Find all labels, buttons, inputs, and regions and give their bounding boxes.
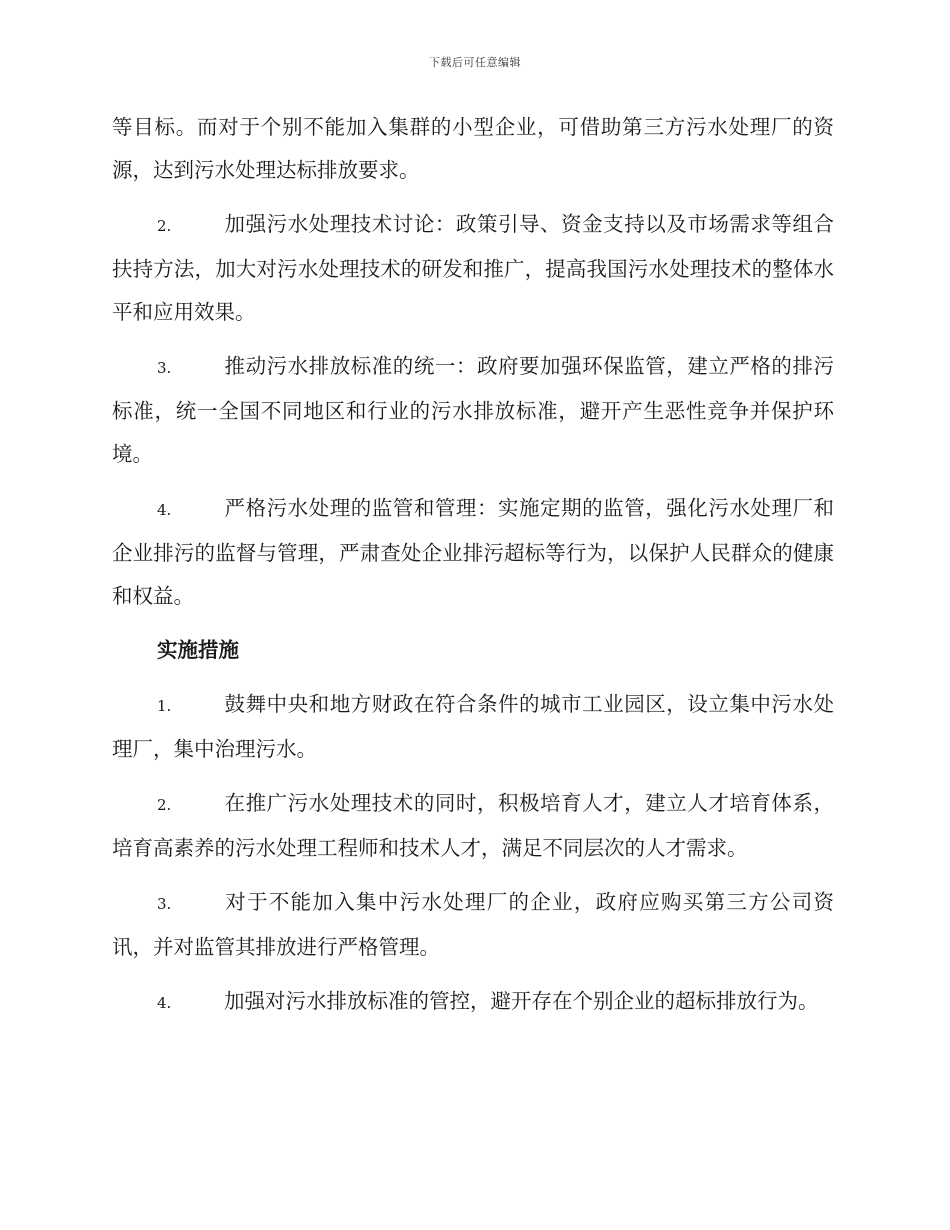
list-number: 1. bbox=[157, 697, 172, 715]
list-item bbox=[112, 881, 834, 969]
list-number: 3. bbox=[157, 895, 172, 913]
list-item-text: 加强污水处理技术讨论：政策引导、资金支持以及市场需求等组合扶持方法，加大对污水处理技术的研发和推广，提高我国污水处理技术的整体水平和应用效果。 bbox=[112, 212, 834, 324]
list-number: 2. bbox=[157, 217, 172, 235]
list-number: 4. bbox=[157, 501, 172, 519]
list-item-text: 在推广污水处理技术的同时，积极培育人才，建立人才培育体系，培育高素养的污水处理工程师和技术人才，满足不同层次的人才需求。 bbox=[112, 791, 834, 860]
list-item bbox=[112, 980, 834, 1025]
list-item bbox=[112, 345, 834, 476]
list-number: 3. bbox=[157, 359, 172, 377]
list-number: 2. bbox=[157, 796, 172, 814]
section-heading-text: 实施措施 bbox=[157, 638, 239, 662]
list-item-text: 对于不能加入集中污水处理厂的企业，政府应购买第三方公司资讯，并对监管其排放进行严格管理。 bbox=[112, 890, 834, 959]
list-item-text: 鼓舞中央和地方财政在符合条件的城市工业园区，设立集中污水处理厂，集中治理污水。 bbox=[112, 692, 834, 761]
list-item bbox=[112, 487, 834, 618]
list-item bbox=[112, 683, 834, 771]
list-item bbox=[112, 782, 834, 870]
list-item bbox=[112, 203, 834, 334]
list-number: 4. bbox=[157, 994, 172, 1012]
list-item-text: 严格污水处理的监管和管理：实施定期的监管，强化污水处理厂和企业排污的监督与管理，严肃查处企业排污超标等行为，以保护人民群众的健康和权益。 bbox=[112, 496, 834, 608]
list-item-text: 推动污水排放标准的统一：政府要加强环保监管，建立严格的排污标准，统一全国不同地区和行业的污水排放标准，避开产生恶性竞争并保护环境。 bbox=[112, 354, 834, 466]
section-heading bbox=[112, 629, 834, 672]
page-header: 下载后可任意编辑 bbox=[429, 56, 521, 69]
list-item-text: 加强对污水排放标准的管控，避开存在个别企业的超标排放行为。 bbox=[224, 989, 819, 1013]
document-body bbox=[112, 106, 834, 1036]
intro-paragraph: 等目标。而对于个别不能加入集群的小型企业，可借助第三方污水处理厂的资源，达到污水处理达标排放要求。 bbox=[112, 115, 834, 182]
